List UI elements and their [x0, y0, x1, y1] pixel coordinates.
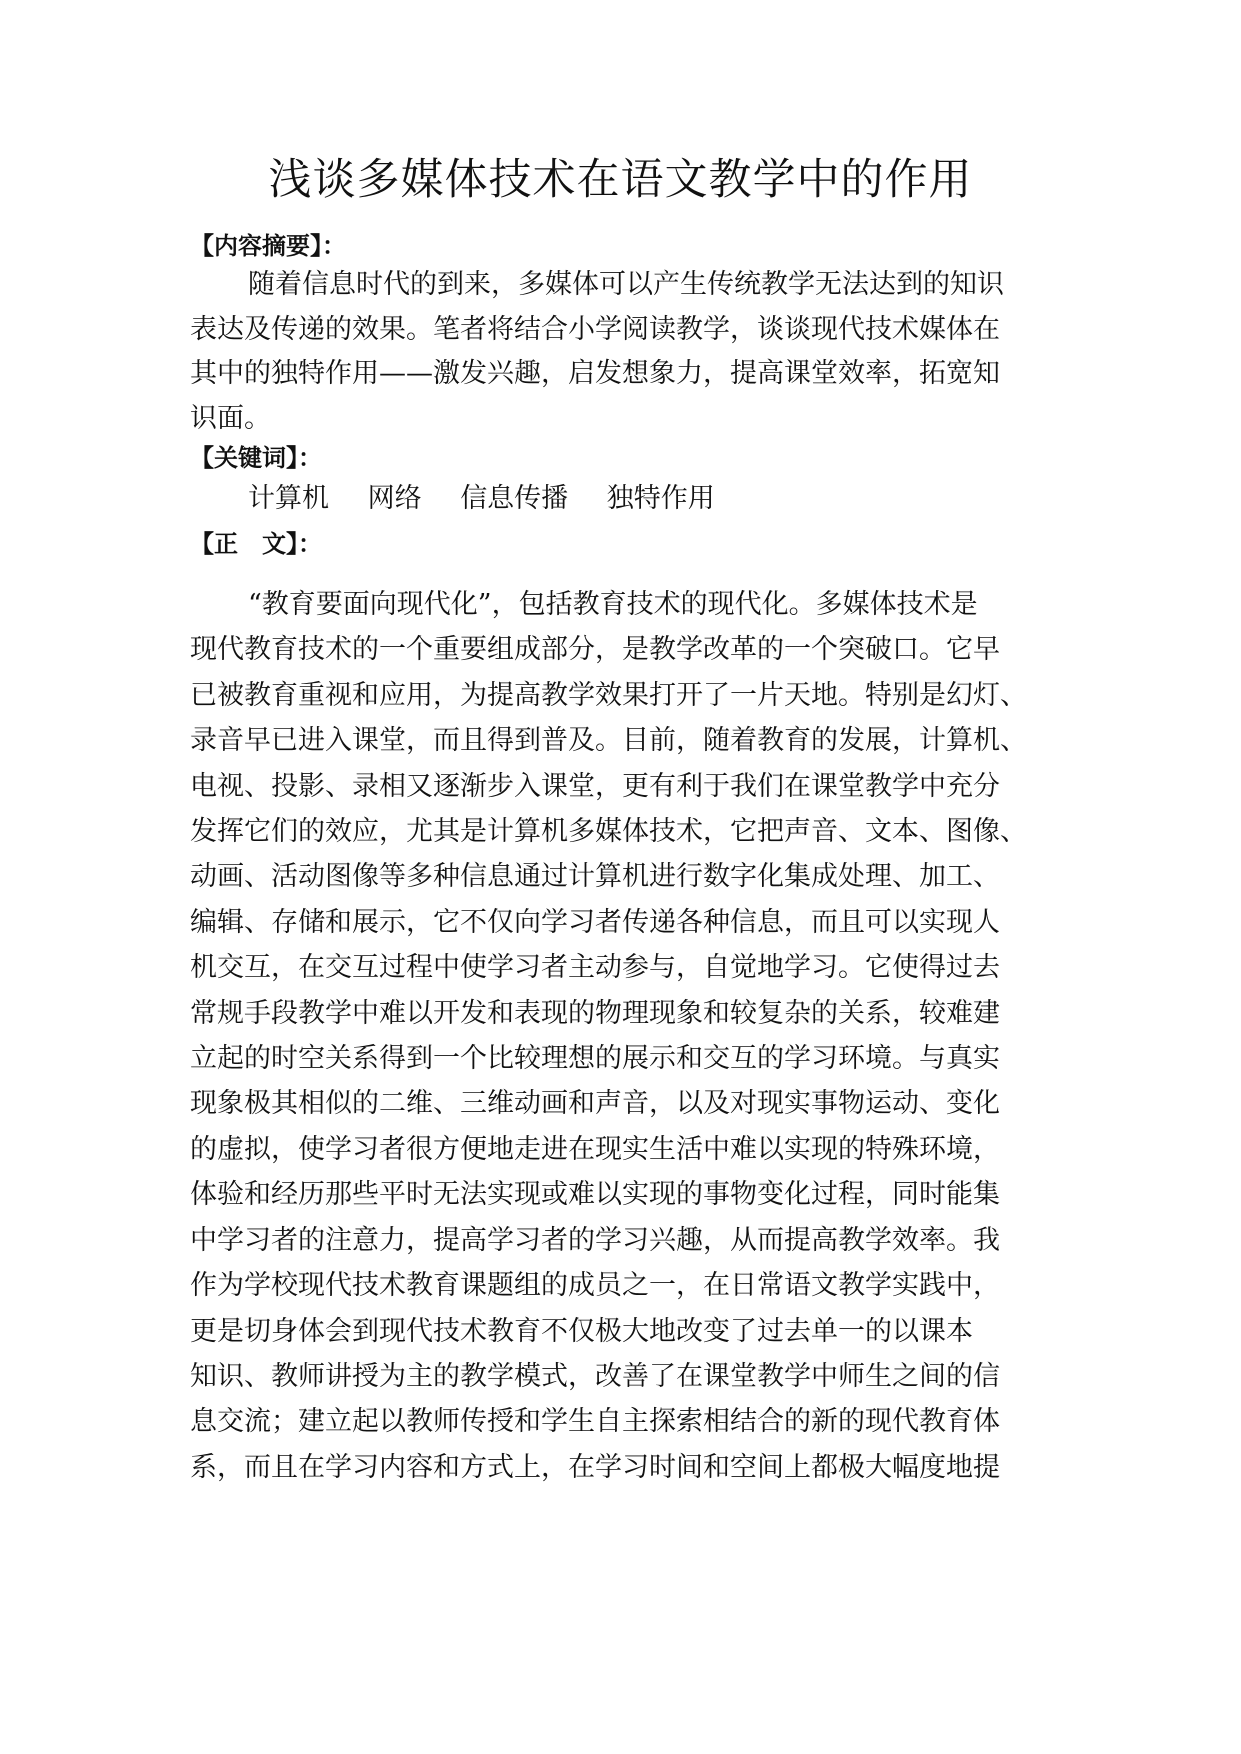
document-title: 浅谈多媒体技术在语文教学中的作用: [268, 155, 973, 205]
body-line: 常规手段教学中难以开发和表现的物理现象和较复杂的关系，较难建: [190, 997, 1000, 1029]
abstract-line: 其中的独特作用——激发兴趣，启发想象力，提高课堂效率，拓宽知: [190, 358, 1000, 389]
body-line: 息交流；建立起以教师传授和学生自主探索相结合的新的现代教育体: [190, 1406, 1000, 1438]
abstract-paragraph: [190, 263, 1050, 441]
keyword-item: 计算机: [248, 483, 329, 514]
body-line: 机交互，在交互过程中使学习者主动参与，自觉地学习。它使得过去: [190, 952, 1000, 984]
body-line: 体验和经历那些平时无法实现或难以实现的事物变化过程，同时能集: [190, 1179, 1000, 1211]
keyword-item: 信息传播: [460, 483, 569, 514]
body-line: 动画、活动图像等多种信息通过计算机进行数字化集成处理、加工、: [190, 861, 1000, 893]
abstract-line: 识面。: [190, 402, 271, 434]
body-line: 电视、投影、录相又逐渐步入课堂，更有利于我们在课堂教学中充分: [190, 770, 1000, 802]
body-line: “教育要面向现代化”，包括教育技术的现代化。多媒体技术是: [248, 589, 978, 620]
abstract-heading: 【内容摘要】：: [190, 232, 346, 260]
body-line: 立起的时空关系得到一个比较理想的展示和交互的学习环境。与真实: [190, 1043, 1000, 1075]
body-line: 更是切身体会到现代技术教育不仅极大地改变了过去单一的以课本: [190, 1315, 973, 1347]
abstract-line: 表达及传递的效果。笔者将结合小学阅读教学，谈谈现代技术媒体在: [190, 313, 1000, 345]
keyword-item: 网络: [367, 483, 422, 514]
keywords-heading: 【关键词】：: [190, 444, 322, 472]
body-line: 的虚拟，使学习者很方便地走进在现实生活中难以实现的特殊环境，: [190, 1133, 1000, 1165]
keywords-list: [248, 479, 715, 519]
keyword-item: 独特作用: [606, 483, 715, 514]
body-heading: 【正 文】：: [190, 530, 322, 558]
body-line: 编辑、存储和展示，它不仅向学习者传递各种信息，而且可以实现人: [190, 906, 1000, 938]
body-line: 发挥它们的效应，尤其是计算机多媒体技术，它把声音、文本、图像、: [190, 816, 1027, 848]
body-line: 录音早已进入课堂，而且得到普及。目前，随着教育的发展，计算机、: [190, 725, 1027, 757]
body-line: 中学习者的注意力，提高学习者的学习兴趣，从而提高教学效率。我: [190, 1224, 1000, 1256]
body-line: 已被教育重视和应用，为提高教学效果打开了一片天地。特别是幻灯、: [190, 679, 1027, 711]
body-line: 系，而且在学习内容和方式上，在学习时间和空间上都极大幅度地提: [190, 1451, 1000, 1483]
body-line: 知识、教师讲授为主的教学模式，改善了在课堂教学中师生之间的信: [190, 1360, 1000, 1392]
abstract-line: 随着信息时代的到来，多媒体可以产生传统教学无法达到的知识: [248, 269, 1004, 300]
body-line: 现象极其相似的二维、三维动画和声音，以及对现实事物运动、变化: [190, 1088, 1000, 1120]
body-line: 作为学校现代技术教育课题组的成员之一，在日常语文教学实践中，: [190, 1270, 1000, 1302]
body-line: 现代教育技术的一个重要组成部分，是教学改革的一个突破口。它早: [190, 634, 1000, 666]
body-paragraph: [190, 582, 1050, 1490]
